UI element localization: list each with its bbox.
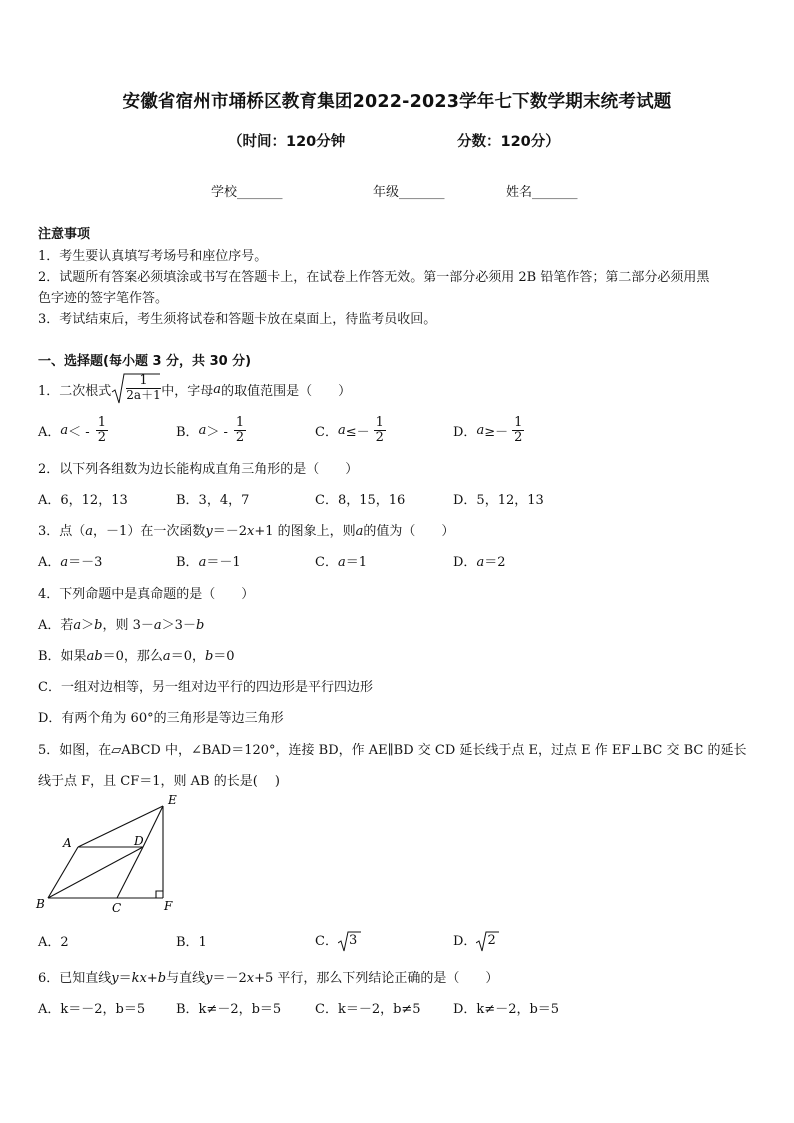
notice-item-3: 3．考试结束后，考生须将试卷和答题卡放在桌面上，待监考员收回。 (38, 312, 437, 327)
var-a: a (153, 618, 162, 633)
q1-option-b[interactable] (176, 411, 246, 449)
q3-func: y (205, 524, 213, 539)
option-text: ＝0，那么 (102, 649, 163, 664)
q6-option-c[interactable]: C．k＝－2，b≠5 (315, 1002, 421, 1017)
question-3 (38, 520, 454, 539)
sqrt-value: 2 (487, 932, 496, 948)
var-a: a (162, 649, 171, 664)
q6-option-b[interactable]: B．k≠－2，b＝5 (176, 1002, 282, 1017)
frac-num: 1 (97, 414, 106, 430)
question-2: 2．以下列各组数为边长能构成直角三角形的是（ ） (38, 462, 359, 477)
q6-option-d[interactable]: D．k≠－2，b＝5 (453, 1002, 560, 1017)
q6-part: 6．已知直线 (38, 971, 112, 986)
q6-part: ＝－2 (212, 971, 247, 986)
option-var: a (198, 422, 207, 438)
notice-item-2: 2．试题所有答案必须填涂或书写在答题卡上，在试卷上作答无效。第一部分必须用 2B 铅笔作答；第二部分必须用黑 (38, 270, 710, 285)
label-b: B (36, 897, 45, 911)
q2-option-a[interactable]: A．6，12，13 (38, 493, 128, 508)
option-var: a (476, 555, 485, 570)
sqrt-value: 3 (348, 932, 358, 948)
q1-option-a[interactable] (38, 411, 108, 449)
sqrt-sign-icon (476, 931, 500, 953)
option-label: D． (453, 555, 477, 570)
right-angle-mark (156, 891, 163, 898)
exam-time: （时间：120分钟 (228, 134, 346, 150)
var-b: b (157, 971, 167, 986)
q3-part: 3．点（ (38, 524, 86, 539)
option-text: B．如果 (38, 649, 87, 664)
q3-option-a[interactable] (38, 551, 102, 570)
option-label: B． (176, 555, 199, 570)
option-var: a (476, 422, 485, 438)
option-var: a (337, 422, 346, 438)
frac-den: 2 (97, 429, 106, 445)
q1-stem-end: 的取值范围是（ ） (221, 383, 352, 399)
option-sign: ＞ - (206, 424, 228, 440)
q3-option-b[interactable] (176, 551, 241, 570)
option-text: ＞3－ (161, 618, 196, 633)
var-b: b (195, 618, 205, 633)
frac-den: 2 (375, 429, 384, 445)
option-value: ＝1 (345, 555, 367, 570)
q3-var: a (355, 524, 364, 539)
q6-part: 与直线 (166, 971, 206, 986)
option-sign: ＜ - (68, 424, 90, 440)
q3-part: ＝－2 (212, 524, 247, 539)
var-b: b (204, 649, 214, 664)
q5-option-a[interactable]: A．2 (38, 935, 69, 950)
q1-frac-num: 1 (126, 374, 160, 389)
option-label: D． (453, 424, 477, 440)
q4-option-b[interactable] (38, 645, 235, 664)
option-label: C． (315, 424, 338, 440)
q1-fraction (126, 374, 160, 401)
q3-option-c[interactable] (315, 551, 367, 570)
frac-num: 1 (235, 414, 245, 430)
notice-heading: 注意事项 (38, 227, 91, 242)
option-label: C． (315, 555, 338, 570)
option-fraction (374, 416, 386, 444)
page-title: 安徽省宿州市埇桥区教育集团2022-2023学年七下数学期末统考试题 (122, 92, 672, 112)
question-5-line-1: 5．如图，在▱ABCD 中，∠BAD＝120°，连接 BD，作 AE∥BD 交 CD 延长线于点 E，过点 E 作 EF⊥BC 交 BC 的延长 (38, 743, 747, 758)
parallelogram-figure (30, 790, 190, 920)
option-var: a (337, 555, 346, 570)
option-sign: ≥－ (484, 424, 509, 440)
option-label: B． (176, 424, 199, 440)
sqrt-expression (111, 373, 161, 405)
question-4: 4．下列命题中是真命题的是（ ） (38, 587, 255, 602)
var-a: a (73, 618, 82, 633)
option-text: A．若 (38, 618, 74, 633)
section-heading: 一、选择题(每小题 3 分，共 30 分) (38, 354, 252, 369)
option-fraction (96, 416, 108, 444)
q4-option-c[interactable]: C．一组对边相等，另一组对边平行的四边形是平行四边形 (38, 680, 373, 695)
segment-ae (78, 806, 163, 847)
option-label: A． (38, 555, 61, 570)
segment-dc (117, 847, 143, 898)
q5-option-d[interactable] (453, 926, 496, 952)
q3-option-d[interactable] (453, 551, 505, 570)
option-text: ＝0 (213, 649, 235, 664)
q5-option-c[interactable] (315, 926, 357, 952)
school-field: 学校_______ (211, 185, 283, 200)
label-d: D (134, 834, 144, 848)
option-var: a (198, 555, 207, 570)
frac-num: 1 (514, 414, 523, 430)
q1-stem-after: 中，字母 (161, 383, 214, 399)
var-ab: ab (86, 649, 103, 664)
q3-part: ，－1）在一次函数 (93, 524, 206, 539)
option-var: a (60, 555, 69, 570)
label-f: F (164, 899, 173, 913)
label-a: A (63, 836, 72, 850)
option-label: C． (315, 933, 338, 949)
q2-option-b[interactable]: B．3，4，7 (176, 493, 250, 508)
exam-score: 分数：120分） (457, 134, 560, 150)
q1-option-c[interactable] (315, 411, 386, 449)
option-label: A． (38, 424, 61, 440)
frac-num: 1 (375, 414, 384, 430)
q3-x: x (246, 524, 255, 539)
q4-option-a[interactable]: A．若a＞b，则 3－a＞3－b (38, 618, 205, 633)
grade-field: 年级_______ (373, 185, 445, 200)
option-value: ＝－1 (206, 555, 241, 570)
q3-part: 的值为（ ） (363, 524, 455, 539)
label-c: C (112, 901, 122, 915)
frac-den: 2 (235, 429, 245, 445)
notice-item-1: 1．考生要认真填写考场号和座位序号。 (38, 249, 268, 264)
question-1 (38, 374, 351, 404)
q3-part: +1 的图象上，则 (254, 524, 356, 539)
q5-option-b[interactable]: B．1 (176, 935, 207, 950)
q2-option-d[interactable]: D．5，12，13 (453, 493, 544, 508)
segment-de (143, 806, 163, 847)
option-value: ＝2 (484, 555, 506, 570)
question-5-line-2: 线于点 F，且 CF＝1，则 AB 的长是( ) (38, 774, 281, 789)
q1-var: a (213, 381, 222, 397)
q6-part: ＝ (118, 971, 132, 986)
option-text: ＝0， (170, 649, 205, 664)
segment-bd (48, 847, 143, 898)
sqrt-three (338, 931, 357, 948)
q1-option-d[interactable] (453, 411, 524, 449)
question-6: 6．已知直线y＝kx+b与直线y＝－2x+5 平行，那么下列结论正确的是（ ） (38, 971, 499, 986)
notice-item-2-cont: 色字迹的签字笔作答。 (38, 291, 169, 306)
q1-frac-den: 2a＋1 (126, 387, 161, 402)
var-kx-b: kx (131, 971, 147, 986)
q1-stem-before: 1．二次根式 (38, 383, 112, 399)
q6-option-a[interactable]: A．k＝－2，b＝5 (38, 1002, 146, 1017)
q3-var: a (85, 524, 94, 539)
option-var: a (60, 422, 69, 438)
frac-den: 2 (514, 429, 523, 445)
q2-option-c[interactable]: C．8，15，16 (315, 493, 406, 508)
option-label: D． (453, 933, 477, 949)
option-value: ＝－3 (68, 555, 103, 570)
option-sign: ≤－ (345, 424, 370, 440)
var-y: y (205, 971, 213, 986)
option-fraction (234, 416, 246, 444)
option-text: ，则 3－ (102, 618, 154, 633)
q6-part: +5 平行，那么下列结论正确的是（ ） (254, 971, 499, 986)
sqrt-sign-icon (338, 931, 362, 953)
option-fraction (512, 416, 524, 444)
q4-option-d[interactable]: D．有两个角为 60°的三角形是等边三角形 (38, 711, 284, 726)
name-field: 姓名_______ (506, 185, 578, 200)
var-x: x (246, 971, 255, 986)
var-b: b (94, 618, 103, 633)
sqrt-two (476, 931, 495, 948)
label-e: E (168, 793, 177, 807)
var-y: y (111, 971, 119, 986)
